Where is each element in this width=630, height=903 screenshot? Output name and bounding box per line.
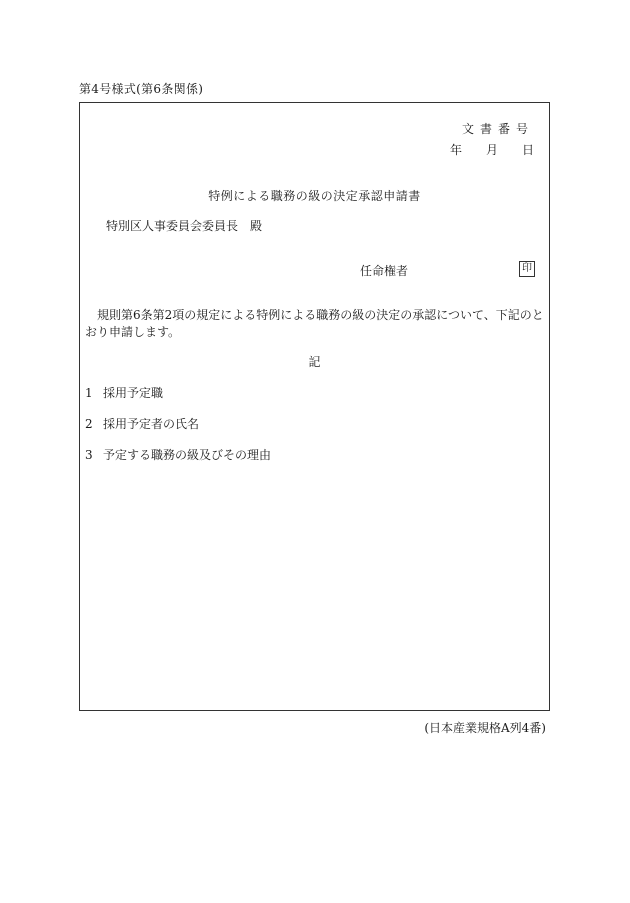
form-frame <box>79 102 550 711</box>
list-item <box>85 384 163 401</box>
item-label: 予定する職務の級及びその理由 <box>103 448 272 462</box>
seal-mark: 印 <box>519 261 535 277</box>
date-month: 月 <box>485 143 498 157</box>
document-number-label: 文書番号 <box>461 122 534 136</box>
ki-heading: 記 <box>308 355 321 369</box>
item-number: 1 <box>85 386 93 400</box>
addressee: 特別区人事委員会委員長 殿 <box>106 219 263 233</box>
document-title: 特例による職務の級の決定承認申請書 <box>208 189 421 203</box>
item-number: 2 <box>85 417 93 431</box>
item-number: 3 <box>85 448 93 462</box>
item-label: 採用予定者の氏名 <box>103 417 200 431</box>
appointer-label: 任命権者 <box>360 264 409 278</box>
date-line <box>450 141 534 158</box>
body-text: 規則第6条第2項の規定による特例による職務の級の決定の承認について、下記のとおり申請します。 <box>85 308 544 339</box>
form-number: 第4号様式(第6条関係) <box>79 82 204 96</box>
date-day: 日 <box>521 143 534 157</box>
list-item <box>85 446 271 463</box>
date-year: 年 <box>449 143 462 157</box>
item-label: 採用予定職 <box>103 386 164 400</box>
paper-size-note: (日本産業規格A列4番) <box>424 721 546 735</box>
list-item <box>85 415 199 432</box>
